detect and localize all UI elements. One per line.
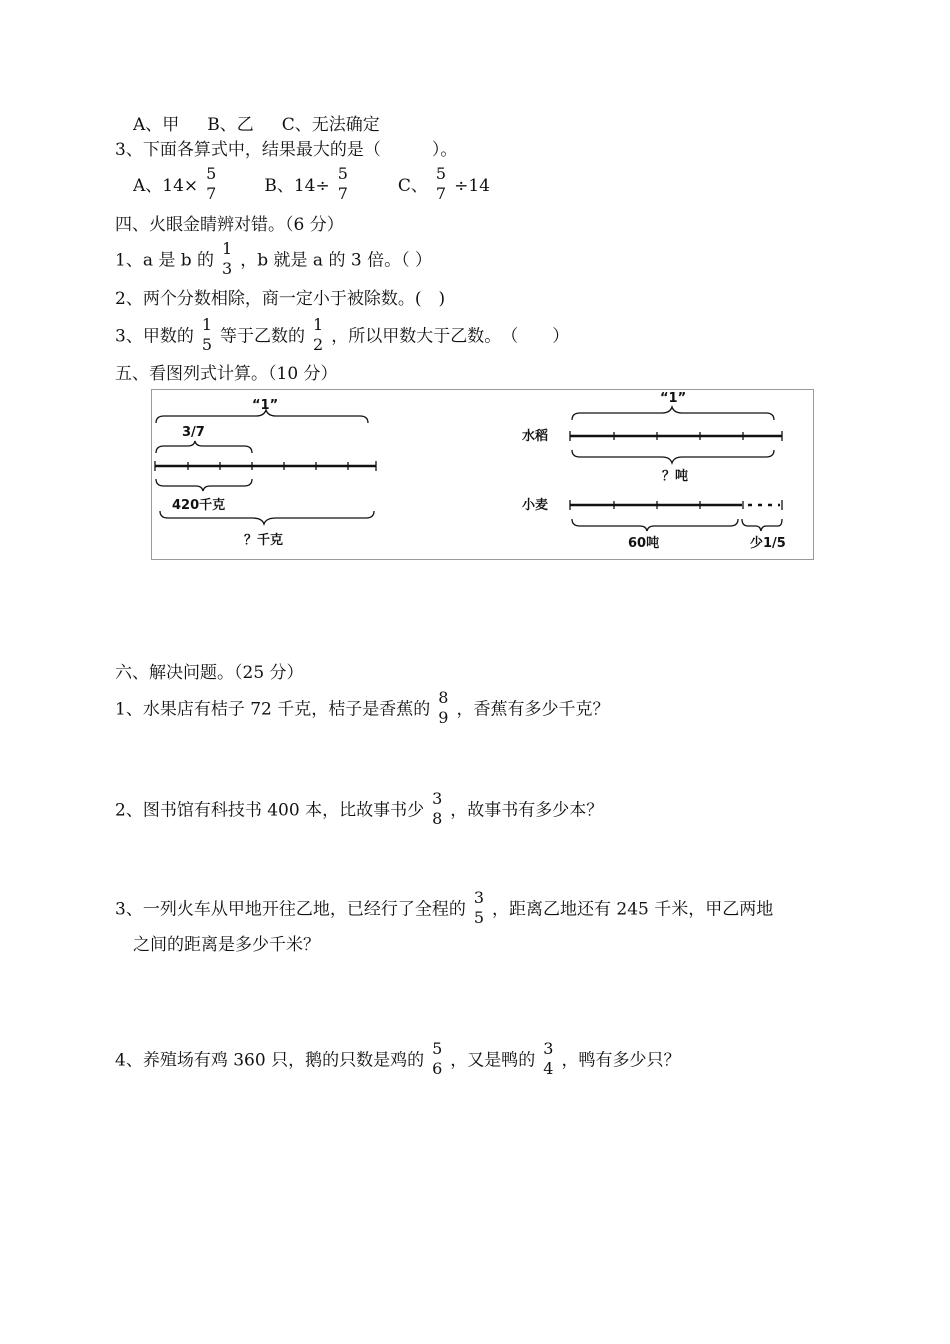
q2-option-c: C、无法确定: [281, 115, 380, 135]
wheat-label: 小麦: [522, 498, 549, 513]
section4-q3: 3、甲数的 1 5 等于乙数的 1 2 ，所以甲数大于乙数。 （ ）: [115, 315, 570, 354]
fraction: 3 4: [543, 1039, 554, 1078]
left-known-label: 420千克: [172, 498, 226, 513]
left-known-brace: [156, 479, 252, 491]
q2-options: [133, 115, 380, 135]
wheat-less-brace: [742, 519, 782, 531]
section6-q3-line2: 之间的距离是多少千米？: [133, 935, 320, 955]
section6-q3: 3、一列火车从甲地开往乙地，已经行了全程的 3 5 ，距离乙地还有 245 千米，甲乙两地: [115, 888, 774, 927]
left-part-label: 3/7: [182, 425, 205, 440]
fraction: 1 2: [313, 315, 324, 354]
section6-title: 六、解决问题。（25 分）: [115, 663, 304, 683]
wheat-known-label: 60吨: [628, 536, 660, 551]
left-question-label: ？千克: [244, 533, 284, 548]
rice-label: 水稻: [522, 429, 549, 444]
fraction: 8 9: [438, 688, 449, 727]
q3-option-b: B、14÷ 5 7: [264, 164, 348, 203]
fraction: 1 5: [201, 315, 213, 354]
q3-stem: 3、下面各算式中，结果最大的是（ ）。: [115, 140, 458, 160]
wheat-less-label: 少1/5: [750, 536, 786, 551]
fraction: 5 6: [432, 1039, 443, 1078]
section5-title: 五、看图列式计算。（10 分）: [115, 364, 338, 384]
wheat-known-brace: [572, 519, 738, 531]
diagram-svg: [152, 390, 813, 559]
left-whole-label: “1”: [252, 398, 279, 413]
section6-q2: 2、图书馆有科技书 400 本，比故事书少 3 8 ，故事书有多少本？: [115, 789, 604, 828]
fraction: 5 7: [206, 164, 217, 203]
fraction: 3 8: [432, 789, 443, 828]
fraction: 5 7: [435, 164, 447, 203]
section6-q4: 4、养殖场有鸡 360 只，鹅的只数是鸡的 5 6 ，又是鸭的 3 4 ，鸭有多少只？: [115, 1039, 681, 1078]
q2-option-b: B、乙: [207, 115, 254, 135]
q3-option-a: A、14× 5 7: [133, 164, 217, 203]
rice-question-brace: [572, 450, 774, 463]
section4-title: 四、火眼金睛辨对错。（6 分）: [115, 215, 344, 235]
fraction: 3 5: [473, 888, 485, 927]
fraction: 5 7: [337, 164, 348, 203]
left-part-brace: [156, 441, 252, 453]
rice-question-label: ？吨: [662, 469, 689, 484]
fraction: 1 3: [222, 239, 233, 278]
section6-q1: 1、水果店有桔子 72 千克，桔子是香蕉的 8 9 ，香蕉有多少千克？: [115, 688, 610, 727]
q3-option-c: C、 5 7 ÷14: [397, 164, 490, 203]
q2-option-a: A、甲: [133, 115, 180, 135]
section4-q1: 1、a 是 b 的 1 3 ，b 就是 a 的 3 倍。（ ）: [115, 239, 432, 278]
q3-options: [133, 166, 490, 206]
line-segment-diagrams: [151, 389, 814, 560]
right-whole-label: “1”: [660, 391, 687, 406]
right-whole-brace: [572, 407, 774, 420]
section4-q2: 2、两个分数相除，商一定小于被除数。( ): [115, 289, 446, 309]
